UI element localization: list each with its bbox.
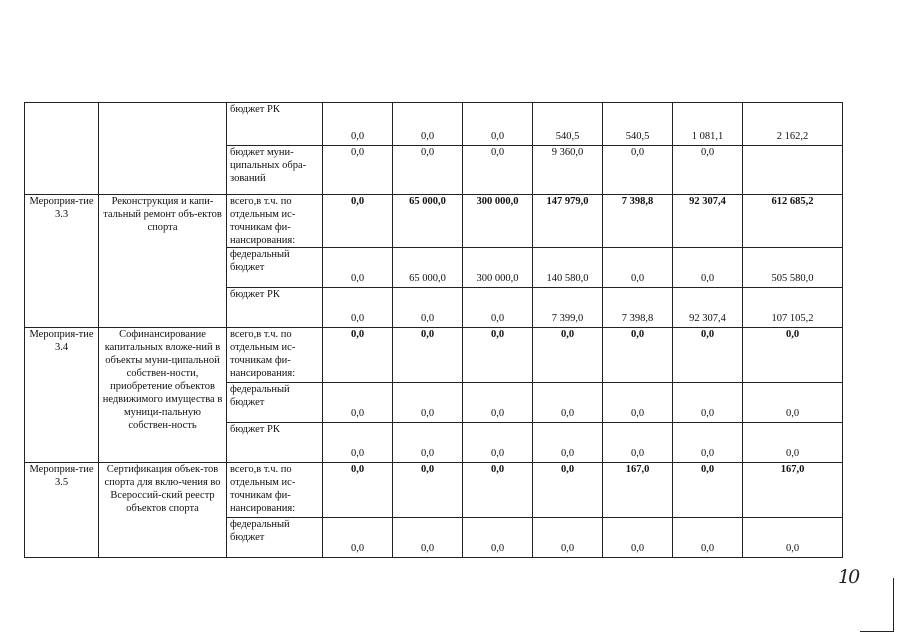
value-cell: 0,0 xyxy=(743,423,843,463)
table-row xyxy=(25,463,843,518)
value-cell: 167,0 xyxy=(743,463,843,518)
value-cell: 65 000,0 xyxy=(393,248,463,288)
value-cell: 0,0 xyxy=(533,383,603,423)
table-row xyxy=(25,103,843,146)
value-cell: 147 979,0 xyxy=(533,195,603,248)
name-cell-empty xyxy=(99,103,227,195)
value-cell: 92 307,4 xyxy=(673,288,743,328)
value-cell: 0,0 xyxy=(323,518,393,558)
value-cell: 300 000,0 xyxy=(463,195,533,248)
value-cell: 0,0 xyxy=(323,383,393,423)
measure-cell: Мероприя-тие 3.3 xyxy=(25,195,99,328)
source-cell: всего,в т.ч. по отдельным ис-точникам фи-нансирования: xyxy=(227,463,323,518)
value-cell: 0,0 xyxy=(463,328,533,383)
value-cell: 0,0 xyxy=(673,463,743,518)
source-cell: федеральный бюджет xyxy=(227,248,323,288)
source-cell: всего,в т.ч. по отдельным ис-точникам фи-нансирования: xyxy=(227,195,323,248)
value-cell: 0,0 xyxy=(463,518,533,558)
value-cell: 140 580,0 xyxy=(533,248,603,288)
value-cell: 0,0 xyxy=(463,423,533,463)
value-cell: 0,0 xyxy=(393,103,463,146)
table-row xyxy=(25,195,843,248)
value-cell: 7 399,0 xyxy=(533,288,603,328)
value-cell: 540,5 xyxy=(603,103,673,146)
measure-name-cell: Сертификация объек-тов спорта для вклю-чения во Всероссий-ский реестр объектов спорта xyxy=(99,463,227,558)
measure-name-cell: Реконструкция и капи-тальный ремонт объ-ектов спорта xyxy=(99,195,227,328)
value-cell: 0,0 xyxy=(603,248,673,288)
value-cell: 0,0 xyxy=(323,146,393,195)
value-cell: 2 162,2 xyxy=(743,103,843,146)
value-cell: 0,0 xyxy=(463,146,533,195)
value-cell: 7 398,8 xyxy=(603,195,673,248)
value-cell: 0,0 xyxy=(323,328,393,383)
source-cell: федеральный бюджет xyxy=(227,518,323,558)
value-cell: 0,0 xyxy=(323,423,393,463)
value-cell: 0,0 xyxy=(603,146,673,195)
value-cell: 0,0 xyxy=(393,328,463,383)
measure-name-cell: Софинансирование капитальных вложе-ний в объекты муни-ципальной собствен-ности, приобретение объектов недвижимого имущества в муници-пальную собствен-ность xyxy=(99,328,227,463)
value-cell: 0,0 xyxy=(533,463,603,518)
value-cell: 0,0 xyxy=(743,518,843,558)
page-number: 10 xyxy=(838,566,859,588)
source-cell: федеральный бюджет xyxy=(227,383,323,423)
value-cell: 0,0 xyxy=(463,463,533,518)
value-cell: 7 398,8 xyxy=(603,288,673,328)
value-cell: 0,0 xyxy=(533,518,603,558)
value-cell: 0,0 xyxy=(673,383,743,423)
value-cell: 167,0 xyxy=(603,463,673,518)
value-cell: 92 307,4 xyxy=(673,195,743,248)
source-cell: бюджет РК xyxy=(227,288,323,328)
value-cell: 0,0 xyxy=(393,463,463,518)
value-cell: 0,0 xyxy=(603,328,673,383)
measure-cell: Мероприя-тие 3.5 xyxy=(25,463,99,558)
value-cell: 0,0 xyxy=(323,463,393,518)
table-row xyxy=(25,328,843,383)
value-cell: 0,0 xyxy=(533,423,603,463)
measure-cell: Мероприя-тие 3.4 xyxy=(25,328,99,463)
budget-table xyxy=(24,102,843,558)
source-cell: бюджет РК xyxy=(227,423,323,463)
value-cell: 0,0 xyxy=(603,518,673,558)
value-cell: 0,0 xyxy=(673,328,743,383)
value-cell: 1 081,1 xyxy=(673,103,743,146)
value-cell: 0,0 xyxy=(743,328,843,383)
scan-edge-line xyxy=(893,578,894,632)
measure-cell-empty xyxy=(25,103,99,195)
value-cell: 0,0 xyxy=(463,383,533,423)
source-cell: бюджет муни-ципальных обра-зований xyxy=(227,146,323,195)
value-cell: 0,0 xyxy=(673,518,743,558)
value-cell: 0,0 xyxy=(533,328,603,383)
value-cell: 505 580,0 xyxy=(743,248,843,288)
source-cell: бюджет РК xyxy=(227,103,323,146)
source-cell: всего,в т.ч. по отдельным ис-точникам фи-нансирования: xyxy=(227,328,323,383)
value-cell xyxy=(743,146,843,195)
value-cell: 0,0 xyxy=(323,103,393,146)
value-cell: 0,0 xyxy=(323,195,393,248)
value-cell: 0,0 xyxy=(463,103,533,146)
value-cell: 65 000,0 xyxy=(393,195,463,248)
value-cell: 0,0 xyxy=(393,288,463,328)
value-cell: 0,0 xyxy=(673,248,743,288)
value-cell: 0,0 xyxy=(673,146,743,195)
value-cell: 0,0 xyxy=(463,288,533,328)
value-cell: 612 685,2 xyxy=(743,195,843,248)
value-cell: 0,0 xyxy=(393,423,463,463)
value-cell: 107 105,2 xyxy=(743,288,843,328)
value-cell: 300 000,0 xyxy=(463,248,533,288)
value-cell: 540,5 xyxy=(533,103,603,146)
value-cell: 0,0 xyxy=(673,423,743,463)
value-cell: 0,0 xyxy=(743,383,843,423)
value-cell: 0,0 xyxy=(603,383,673,423)
scan-edge-line xyxy=(860,631,894,632)
value-cell: 0,0 xyxy=(393,383,463,423)
value-cell: 0,0 xyxy=(393,518,463,558)
value-cell: 0,0 xyxy=(603,423,673,463)
value-cell: 0,0 xyxy=(323,248,393,288)
value-cell: 0,0 xyxy=(323,288,393,328)
value-cell: 9 360,0 xyxy=(533,146,603,195)
value-cell: 0,0 xyxy=(393,146,463,195)
